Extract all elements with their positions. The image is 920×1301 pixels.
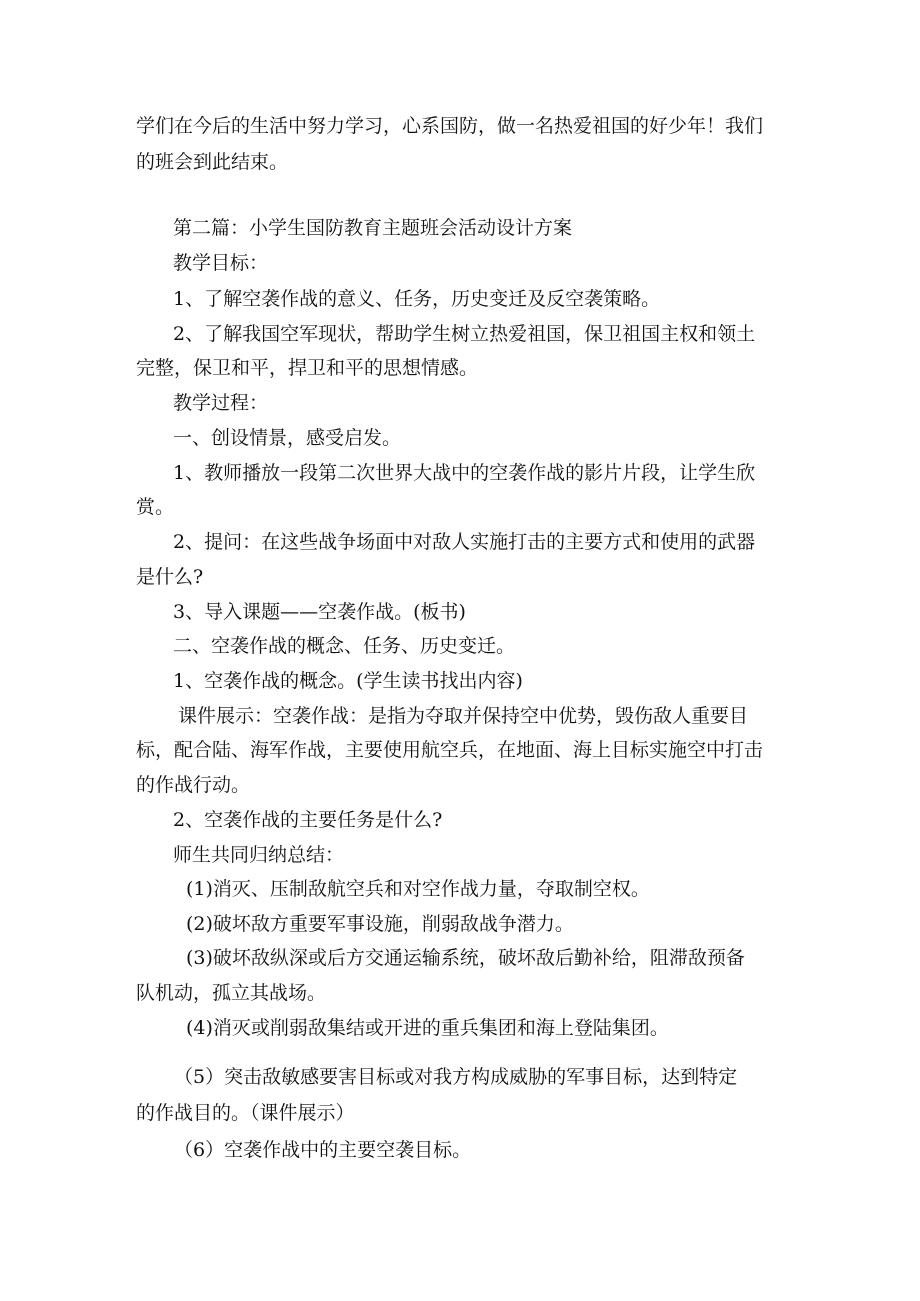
line-text: 1、教师播放一段第二次世界大战中的空袭作战的影片片段，让学生欣	[173, 462, 756, 484]
line-text: (4)消灭或削弱敌集结或开进的重兵集团和海上登陆集团。	[186, 1017, 669, 1039]
line-text: 队机动，孤立其战场。	[136, 982, 327, 1004]
line-text: 二、空袭作战的概念、任务、历史变迁。	[173, 635, 516, 657]
line-text: (3)破坏敌纵深或后方交通运输系统，破坏敌后勤补给，阻滞敌预备	[186, 947, 745, 969]
line-text: （6）空袭作战中的主要空袭目标。	[174, 1139, 472, 1161]
line-text: 教学过程：	[173, 392, 269, 414]
line-text: 的作战目的。（课件展示）	[136, 1102, 355, 1124]
line-text: 完整，保卫和平，捍卫和平的思想情感。	[136, 357, 479, 379]
line-text: 标，配合陆、海军作战，主要使用航空兵，在地面、海上目标实施空中打击	[136, 739, 764, 761]
line-text: （5）突击敌敏感要害目标或对我方构成威胁的军事目标，达到特定	[174, 1066, 738, 1088]
line-text: 赏。	[136, 496, 175, 518]
line-text: 的作战行动。	[136, 774, 251, 796]
line-text: 是什么?	[136, 566, 204, 588]
line-text: (2)破坏敌方重要军事设施，削弱敌战争潜力。	[186, 913, 574, 935]
line-text: (1)消灭、压制敌航空兵和对空作战力量，夺取制空权。	[186, 878, 650, 900]
line-text: 3、导入课题——空袭作战。(板书)	[173, 601, 466, 623]
line-text: 1、了解空袭作战的意义、任务，历史变迁及反空袭策略。	[173, 288, 661, 310]
line-text: 2、了解我国空军现状，帮助学生树立热爱祖国，保卫祖国主权和领土	[173, 323, 756, 345]
line-text: 一、创设情景，感受启发。	[173, 427, 402, 449]
line-text: 教学目标：	[173, 252, 269, 274]
line-text: 第二篇：小学生国防教育主题班会活动设计方案	[173, 217, 573, 239]
line-text: 2、提问：在这些战争场面中对敌人实施打击的主要方式和使用的武器	[173, 531, 756, 553]
line-text: 1、空袭作战的概念。(学生读书找出内容)	[173, 670, 523, 692]
line-text: 2、空袭作战的主要任务是什么?	[173, 809, 443, 831]
line-text: 师生共同归纳总结：	[173, 844, 345, 866]
line-text: 的班会到此结束。	[136, 151, 289, 173]
line-text: 课件展示：空袭作战：是指为夺取并保持空中优势，毁伤敌人重要目	[178, 705, 749, 727]
line-text: 学们在今后的生活中努力学习，心系国防，做一名热爱祖国的好少年！我们	[136, 115, 764, 137]
